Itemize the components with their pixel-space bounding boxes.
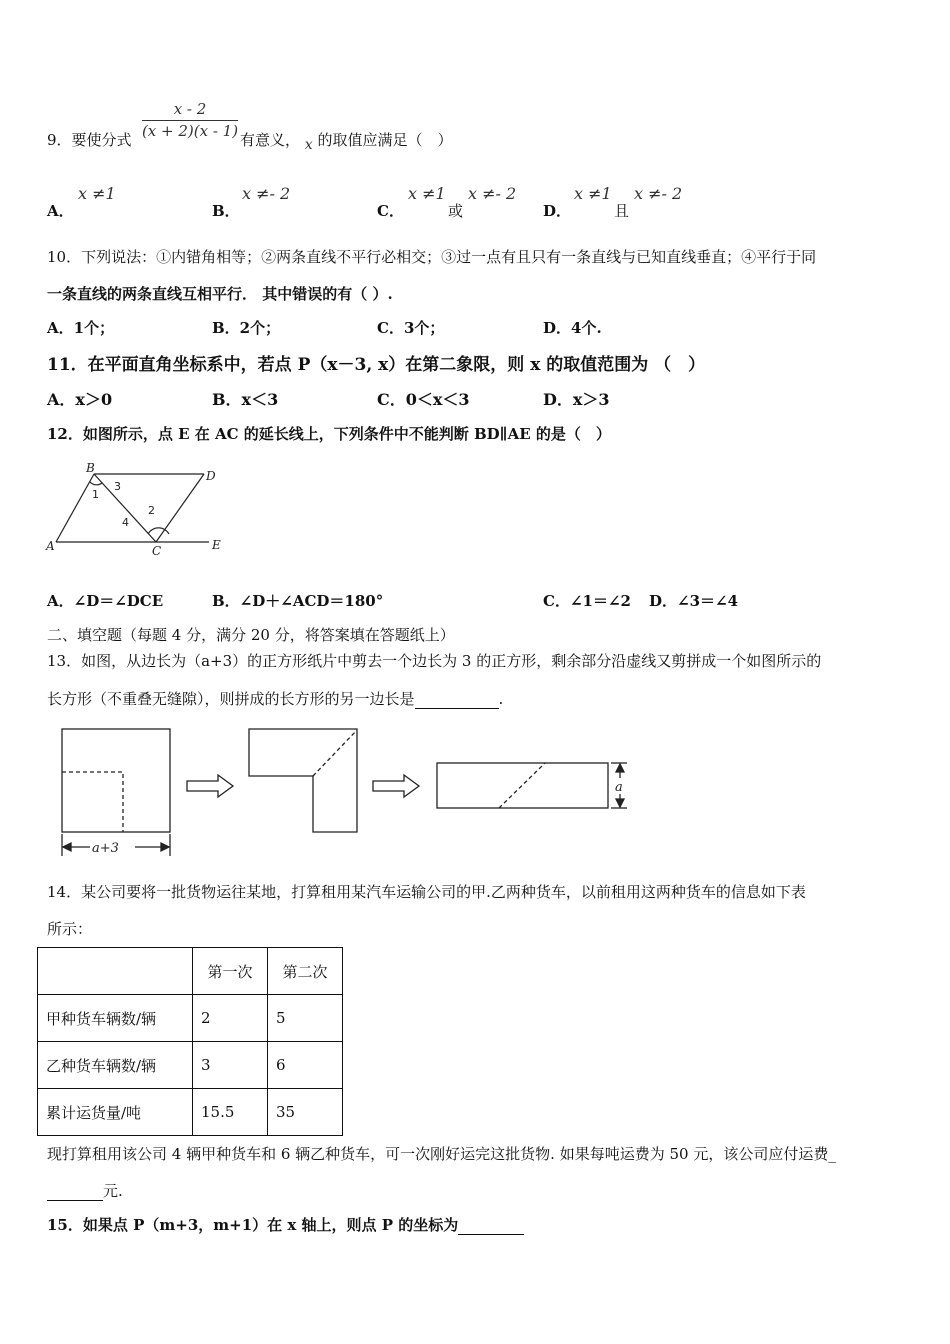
q15-line (47, 1214, 524, 1235)
q13-dim-arrow-right (161, 843, 169, 851)
q9-option-d-expr2: x ≠- 2 (634, 184, 683, 203)
q13-cut-square (62, 772, 123, 832)
q12-label-2: 2 (148, 504, 155, 517)
q12-option-b[interactable]: B．∠D＋∠ACD＝180° (212, 592, 384, 610)
q13-label-side: a+3 (92, 841, 119, 856)
table-row (38, 1042, 343, 1089)
q10-option-a[interactable]: A．1个； (47, 319, 115, 337)
table-cell: 6 (268, 1042, 343, 1089)
q9-option-b[interactable]: B． (212, 202, 240, 220)
q11-stem: 11．在平面直角坐标系中，若点 P（x－3, x）在第二象限，则 x 的取值范围为 （ ） (47, 355, 706, 375)
q9-option-a[interactable]: A． (47, 202, 74, 220)
q12-line-ab (56, 474, 94, 542)
table-cell: 15.5 (193, 1089, 268, 1136)
q9-option-a-expr: x ≠1 (78, 184, 116, 203)
q9-prefix: 9．要使分式 (47, 131, 132, 149)
q12-arc-1 (90, 482, 102, 485)
q9-option-c[interactable]: C． (377, 202, 404, 220)
q12-stem: 12．如图所示，点 E 在 AC 的延长线上，下列条件中不能判断 BD∥AE 的是（ ） (47, 425, 611, 443)
q11-option-b[interactable]: B．x＜3 (212, 390, 279, 409)
q12-label-e: E (212, 538, 221, 552)
q15-stem: 15．如果点 P（m+3，m+1）在 x 轴上，则点 P 的坐标为 (47, 1216, 459, 1234)
table-cell: 累计运货量/吨 (38, 1089, 193, 1136)
q12-label-c: C (152, 544, 162, 558)
q11-option-c[interactable]: C．0＜x＜3 (377, 390, 470, 409)
q10-line2: 一条直线的两条直线互相平行． 其中错误的有（ ）. (47, 285, 393, 303)
q13-h-arrow-top (616, 764, 624, 772)
q14-after-line1: 现打算租用该公司 4 辆甲种货车和 6 辆乙种货车，可一次刚好运完这批货物. 如果每吨运费为 50 元，该公司应付运费_ (47, 1145, 836, 1163)
q13-l-cut (313, 730, 357, 776)
q12-label-a: A (46, 539, 55, 553)
q9-option-d-joiner: 且 (614, 202, 630, 220)
q12-figure (44, 462, 234, 562)
q9-var: x (304, 137, 313, 153)
q13-l-shape (249, 729, 357, 832)
table-row (38, 995, 343, 1042)
table-cell: 35 (268, 1089, 343, 1136)
q14-after-line2-end: 元. (103, 1182, 123, 1200)
q12-option-a[interactable]: A．∠D＝∠DCE (47, 592, 164, 610)
q15-answer-blank[interactable] (458, 1216, 524, 1235)
q13-big-square (62, 729, 170, 832)
q9-suffix: 有意义， (240, 131, 301, 149)
q12-option-d[interactable]: D．∠3＝∠4 (649, 592, 739, 610)
q12-option-c[interactable]: C．∠1＝∠2 (543, 592, 631, 610)
q10-option-d[interactable]: D．4个. (543, 319, 602, 337)
q14-answer-blank[interactable] (47, 1182, 103, 1201)
q13-label-height: a (615, 780, 623, 795)
section-2-heading: 二、填空题（每题 4 分，满分 20 分，将答案填在答题纸上） (47, 626, 455, 644)
q12-line-bc (94, 474, 156, 542)
q9-option-b-expr: x ≠- 2 (242, 184, 291, 203)
q9-denominator: (x + 2)(x - 1) (141, 122, 239, 140)
table-cell: 甲种货车辆数/辆 (38, 995, 193, 1042)
q9-option-c-expr1: x ≠1 (408, 184, 446, 203)
q12-label-4: 4 (122, 516, 129, 529)
q13-arrow-1 (187, 775, 233, 797)
q12-line-dc (156, 474, 204, 542)
table-header-cell: 第一次 (193, 948, 268, 995)
q9-tail: 的取值应满足（ ） (317, 131, 453, 149)
q13-arrow-2 (373, 775, 419, 797)
q12-label-d: D (206, 469, 216, 483)
q9-option-c-joiner: 或 (448, 202, 464, 220)
q13-line1: 13．如图，从边长为（a+3）的正方形纸片中剪去一个边长为 3 的正方形，剩余部分沿虚线又剪拼成一个如图所示的 (47, 652, 822, 670)
q9-option-d[interactable]: D． (543, 202, 572, 220)
q9-fraction (140, 100, 240, 140)
q9-option-d-expr1: x ≠1 (574, 184, 612, 203)
q14-line2: 所示： (47, 920, 93, 938)
q13-line2-text: 长方形（不重叠无缝隙），则拼成的长方形的另一边长是 (47, 690, 415, 708)
q12-label-3: 3 (114, 480, 121, 493)
table-header-row (38, 948, 343, 995)
q13-answer-blank[interactable] (415, 690, 499, 709)
q14-after-line2 (47, 1180, 123, 1201)
table-header-cell: 第二次 (268, 948, 343, 995)
q11-option-d[interactable]: D．x＞3 (543, 390, 610, 409)
q14-line1: 14．某公司要将一批货物运往某地，打算租用某汽车运输公司的甲.乙两种货车，以前租用这两种货车的信息如下表 (47, 883, 806, 901)
table-row (38, 1089, 343, 1136)
q12-label-1: 1 (92, 488, 99, 501)
q13-rectangle (437, 763, 608, 808)
q9-option-c-expr2: x ≠- 2 (468, 184, 517, 203)
q14-table (37, 947, 343, 1136)
q13-dim-arrow-left (63, 843, 71, 851)
q11-option-a[interactable]: A．x＞0 (47, 390, 113, 409)
q10-option-b[interactable]: B．2个； (212, 319, 281, 337)
table-cell: 3 (193, 1042, 268, 1089)
q9-numerator: x - 2 (173, 100, 207, 118)
q12-label-b: B (86, 462, 95, 475)
q13-line2-end: . (498, 690, 504, 708)
table-cell: 5 (268, 995, 343, 1042)
q13-h-arrow-bottom (616, 799, 624, 807)
q10-option-c[interactable]: C．3个； (377, 319, 445, 337)
q13-line2 (47, 688, 503, 709)
q10-line1: 10．下列说法：①内错角相等；②两条直线不平行必相交；③过一点有且只有一条直线与已知直线垂直；④平行于同 (47, 248, 817, 266)
table-cell: 乙种货车辆数/辆 (38, 1042, 193, 1089)
table-cell: 2 (193, 995, 268, 1042)
q13-rect-cut (499, 763, 545, 808)
q13-figure (55, 722, 655, 862)
table-header-cell (38, 948, 193, 995)
